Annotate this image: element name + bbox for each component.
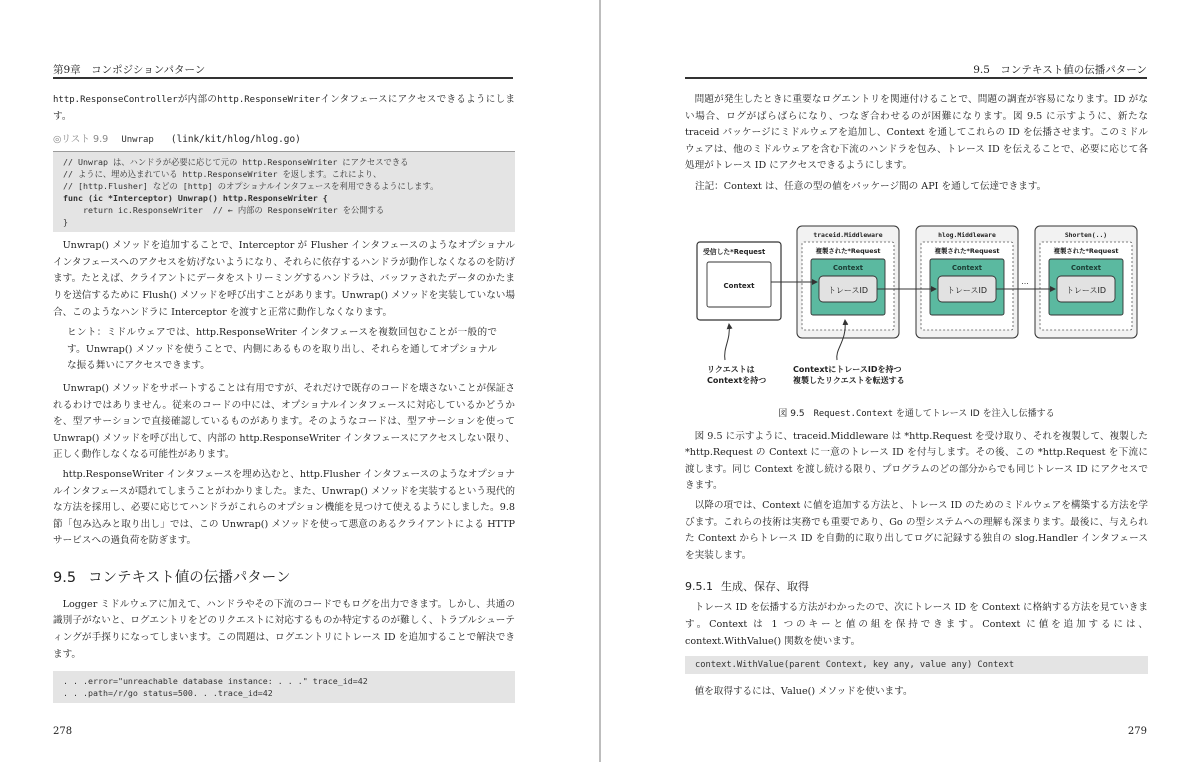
hint-box: [53, 325, 515, 375]
context-label: Context: [723, 281, 755, 290]
trace-id-label: トレースID: [1065, 285, 1107, 295]
log-line: . . .error="unreachable database instance: . . ." trace_id=42: [63, 676, 368, 687]
subsection-heading: 9.5.1 生成、保存、取得: [685, 580, 809, 594]
box-inner-label: 複製された*Request: [815, 246, 881, 255]
header-rule: [685, 77, 1147, 79]
page-number: 279: [1127, 726, 1147, 737]
annotation-label: Contextを持つ: [707, 375, 767, 385]
body-paragraph: トレース ID を伝播する方法がわかったので、次にトレース ID を Context に格納する方法を見ていきます。Context は 1 つのキーと値の組を保持できます。Context に値を追加するには、context.WithValue() 関数を使います。: [685, 602, 1148, 647]
hlog-middleware-box: [916, 226, 1018, 338]
annotation-label: リクエストは: [707, 364, 755, 374]
ellipsis-label: ...: [1021, 276, 1029, 286]
body-paragraph: 問題が発生したときに重要なログエントリを関連付けることで、問題の調査が容易になります。ID がない場合、ログがばらばらになり、つなぎ合わせるのが困難になります。図 9.5 に示すように、新たな traceid パッケージにミドルウェアを追加し、Context を通してこれらの ID を伝播させます。このミドルウェアは、他のミドルウェアを含む下流のハンドラを包み、トレース ID を伝えることで、必要に応じて各処理がトレース ID にアクセスできるようにします。: [685, 94, 1148, 172]
listing-caption: ◎リスト 9.9 Unwrap (link/kit/hlog/hlog.go): [53, 134, 301, 146]
box-context-label: Context: [833, 263, 863, 272]
received-request-label: 受信した*Request: [703, 247, 766, 256]
annotation-arrow: [725, 324, 730, 360]
trace-id-label: トレースID: [946, 285, 988, 295]
log-line: . . .path=/r/go status=500. . .trace_id=42: [63, 688, 273, 699]
code-line: }: [63, 217, 68, 228]
running-head: 9.5 コンテキスト値の伝播パターン: [973, 64, 1147, 76]
right-column: [685, 92, 1148, 704]
running-head: 第9章 コンポジションパターン: [53, 64, 206, 76]
body-paragraph: 値を取得するには、Value() メソッドを使います。: [694, 686, 913, 698]
code-line: // Unwrap は、ハンドラが必要に応じて元の http.ResponseWriter にアクセスできる: [63, 157, 409, 168]
box-title: Shorten(..): [1064, 230, 1108, 239]
body-paragraph: Unwrap() メソッドを追加することで、Interceptor が Flusher インタフェースのようなオプショナルインタフェースへのアクセスを妨げないようになり、それらに依存するハンドラが動作しなくなるのを防げます。たとえば、クライアントにデータをストリーミングするハンドラは、バッファされたデータのかたまりを送信するために Flush() メソッドを呼び出すことがあります。Unwrap() メソッドを実装していない場合、このようなハンドラに Interceptor を渡すと正常に動作しなくなります。: [53, 240, 515, 318]
code-line: return ic.ResponseWriter // ← 内部の ResponseWriter を公開する: [63, 205, 385, 216]
body-paragraph: 図 9.5 に示すように、traceid.Middleware は *http.Request を受け取り、それを複製して、複製した *http.Request の Context に一意のトレース ID を付与します。その後、この *http.Request を下流に渡します。同じ Context を渡し続ける限り、プログラムのどの部分からでも同じトレース ID にアクセスできます。: [685, 430, 1148, 492]
code-line: func (ic *Interceptor) Unwrap() http.ResponseWriter {: [63, 193, 328, 204]
code-listing: [53, 151, 515, 232]
box-title: hlog.Middleware: [938, 230, 996, 239]
right-page: [601, 0, 1200, 762]
code-line: // ように、埋め込まれている http.ResponseWriter を返します。これにより、: [63, 169, 382, 180]
trace-id-label: トレースID: [827, 285, 869, 295]
box-inner-label: 複製された*Request: [1053, 246, 1119, 255]
code-line: // [http.Flusher] などの [http] のオプショナルインタフェースを利用できるようにします。: [63, 181, 439, 192]
intro-paragraph: http.ResponseControllerが内部のhttp.ResponseWriterインタフェースにアクセスできるようにします。: [53, 94, 516, 122]
shorten-handler-box: [1035, 226, 1137, 338]
body-paragraph: 以降の項では、Context に値を追加する方法と、トレース ID のためのミドルウェアを構築する方法を学びます。これらの技術は実務でも重要であり、Go の型システムへの理解も深まります。最後に、与えられた Context からトレース ID を自動的に取り出してログに記録する独自の slog.Handler インタフェースを実装します。: [685, 499, 1148, 561]
code-line: context.WithValue(parent Context, key any, value any) Context: [695, 660, 1015, 671]
box-context-label: Context: [1071, 263, 1101, 272]
annotation-label: ContextにトレースIDを持つ: [793, 364, 902, 374]
page-number: 278: [53, 726, 73, 737]
figure-9-5: [685, 202, 1148, 402]
header-rule: [53, 77, 513, 79]
box-context-label: Context: [952, 263, 982, 272]
section-heading: 9.5 コンテキスト値の伝播パターン: [53, 569, 291, 586]
trace-diagram: [685, 202, 1148, 402]
figure-caption: 図 9.5 Request.Context を通してトレース ID を注入し伝播する: [778, 408, 1055, 419]
box-title: traceid.Middleware: [813, 230, 883, 239]
code-line-box: [685, 656, 1148, 674]
body-paragraph: Logger ミドルウェアに加えて、ハンドラやその下流のコードでもログを出力できます。しかし、共通の識別子がないと、ログエントリをどのリクエストに対応するものか特定するのが難しく、トラブルシューティングが手探りになってしまいます。この問題は、ログエントリにトレース ID を追加することで解決できます。: [53, 598, 515, 660]
body-paragraph: Unwrap() メソッドをサポートすることは有用ですが、それだけで既存のコードを壊さないことが保証されるわけではありません。従来のコードの中には、オプショナルインタフェースに対応しているかどうかを、型アサーションで直接確認しているものがあります。そのようなコードは、型アサーションを使って Unwrap() メソッドを呼び出して、内部の http.ResponseWriter インタフェースにアクセスしない限り、正しく動作しなくなる可能性があります。: [53, 382, 515, 461]
note-text: 注記：Context は、任意の型の値をパッケージ間の API を通して伝達できます。: [695, 180, 1047, 192]
left-page: [0, 0, 599, 762]
log-listing: [53, 671, 515, 703]
left-column: [53, 92, 515, 709]
annotation-label: 複製したリクエストを転送する: [793, 375, 905, 385]
hint-text: ヒント：ミドルウェアでは、http.ResponseWriter インタフェースを複数回包むことが一般的です。Unwrap() メソッドを使うことで、内側にあるものを取り出し、それらを通してオプショナルな振る舞いにアクセスできます。: [67, 327, 497, 372]
body-paragraph: http.ResponseWriter インタフェースを埋め込むと、http.Flusher インタフェースのようなオプショナルインタフェースが隠れてしまうことがわかりました。また、Unwrap() メソッドを実装するという現代的な方法を採用し、必要に応じてハンドラがこれらのオプション機能を見つけて使えるようにしました。9.8 節「包み込みと取り出し」では、この Unwrap() メソッドを使って悪意のあるクライアントによる HTTP サービスへの過負荷を防ぎます。: [53, 468, 515, 547]
box-inner-label: 複製された*Request: [934, 246, 1000, 255]
